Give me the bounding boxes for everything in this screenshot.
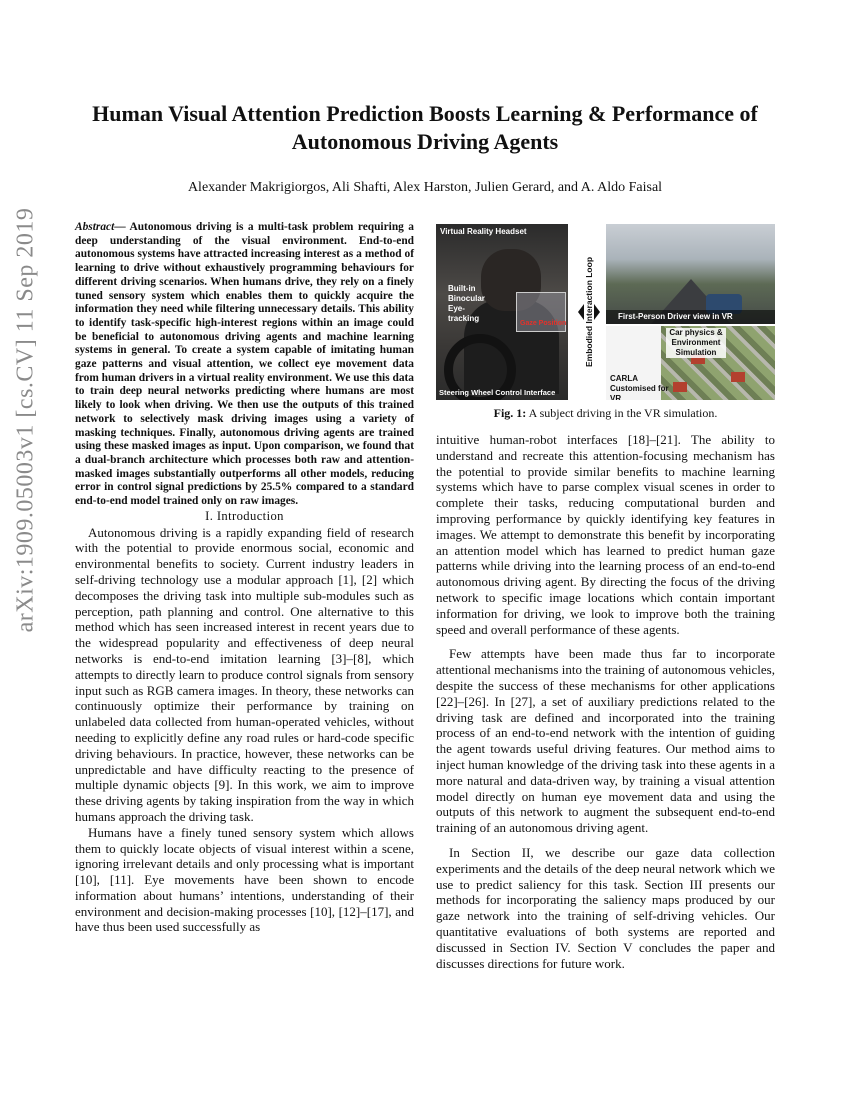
map-roof [673, 382, 687, 392]
vr-subject-photo [436, 224, 568, 400]
abstract-label: Abstract [75, 221, 115, 233]
label-steering: Steering Wheel Control Interface [439, 388, 556, 397]
right-column [436, 432, 775, 971]
label-eye-tracking: Built-in Binocular Eye-tracking [448, 284, 485, 323]
arxiv-sidebar [6, 60, 46, 780]
interaction-loop [576, 246, 602, 378]
intro-paragraph-1: Autonomous driving is a rapidly expanding field of research with the potential to provide enormous social, economic and environmental benefits to society. Current industry leaders in self-driving technology use a modular approach [1], [2] which decomposes the driving task into multiple sub-modules such as perception, path planning and control. One alternative to this method which has seen increased interest in recent years due to the widespread popularity and effectiveness of deep neural networks is end-to-end imitation learning [3]–[8], which attempts to directly learn to produce control signals from sensory input such as RGB camera images. In theory, these networks can continuously optimize their performance by training on unlabeled data collected from human-operated vehicles, without needing to explicitly define any road rules or hard-code specific driving behaviours. In practice, however, these networks can be unpredictable and have difficulty reacting to the presence of multiple dynamic objects [9]. In this work, we aim to improve these driving agents by taking inspiration from the way in which humans approach the driving task. [75, 524, 414, 824]
label-driver-view: First-Person Driver view in VR [618, 312, 733, 321]
right-paragraph-3: In Section II, we describe our gaze data collection experiments and the details of the deep neural network which we use to predict saliency for this task. Section III presents our methods for incorporating the saliency maps produced by our gaze network into the training of self-driving vehicles. Our quantitative evaluations of both systems are reported and discussed in Section IV. Section V concludes the paper and discusses directions for future work. [436, 844, 775, 971]
label-physics: Car physics & Environment Simulation [666, 328, 726, 358]
label-gaze-position: Gaze Position [520, 320, 567, 327]
arxiv-identifier: arXiv:1909.05003v1 [cs.CV] 11 Sep 2019 [12, 207, 39, 633]
author-list: Alexander Makrigiorgos, Ali Shafti, Alex Harston, Julien Gerard, and A. Aldo Faisal [187, 180, 663, 195]
figure-1 [436, 224, 775, 400]
left-column [75, 221, 414, 935]
label-vr-headset: Virtual Reality Headset [440, 227, 527, 236]
section-heading-introduction: I. Introduction [205, 508, 284, 523]
label-embodied-loop: Embodied Interaction Loop [584, 256, 594, 368]
label-carla: CARLA Customised for VR [610, 374, 669, 400]
abstract-text: — Autonomous driving is a multi-task problem requiring a deep understanding of the visual environment. End-to-end autonomous systems have attracted increasing interest as a method of learning to drive without exhaustively programming behaviours for different driving scenarios. When humans drive, they rely on a finely tuned sensory system which enables them to quickly acquire the information they need while filtering unnecessary details. This ability to identify task-specific high-interest regions within an image could be beneficial to autonomous driving agents and machine learning systems in general. To create a system capable of imitating human gaze patterns and visual attention, we collect eye movement data from human drivers in a virtual reality environment. We use this data to train deep neural networks predicting where humans are most likely to look when driving. We then use the outputs of this trained network to selectively mask driving images using a variety of masking techniques. Finally, autonomous driving agents are trained using these masked images as input. Upon comparison, we found that a dual-branch architecture which processes both raw and attention-masked images substantially outperforms all other models, reducing error in control signal predictions by 25.5% compared to a standard end-to-end model trained only on raw images. [75, 221, 414, 508]
abstract [75, 221, 414, 509]
right-paragraph-1: intuitive human-robot interfaces [18]–[21]. The ability to understand and recreate this attention-focusing mechanism has the potential to provide similar benefits to machine learning systems which have to parse complex visual scenes in order to complete their tasks, reducing computational burden and improving performance by quickly identifying key features in images. We attempt to demonstrate this benefit by incorporating an attention model which has learned to predict human gaze patterns while driving into the learning process of an end-to-end autonomous driving agent. By directing the focus of the driving network to specific image locations which contain important information for driving, we look to improve both the training speed and overall performance of these agents. [436, 432, 775, 637]
right-paragraph-2: Few attempts have been made thus far to incorporate attentional mechanisms into the training of autonomous vehicles, despite the success of these mechanisms for other applications [22]–[26]. In [27], a set of auxiliary predictions related to the driving task are defined and incorporated into the training process of an end-to-end network with the intention of guiding the agent towards useful driving features. Our method aims to inject human knowledge of the driving task into these agents in a more natural and data-driven way, by training a visual attention model directly on human eye movement data and using the outputs of this network to augment the subsequent end-to-end training of an autonomous driving agent. [436, 646, 775, 836]
driver-view-screenshot [606, 224, 775, 324]
paper-title: Human Visual Attention Prediction Boosts Learning & Performance of Autonomous Driving Agents [92, 101, 758, 154]
carla-simulation [606, 326, 775, 400]
figure-caption-text: A subject driving in the VR simulation. [526, 406, 718, 420]
intro-paragraph-2: Humans have a finely tuned sensory system which allows them to quickly locate objects of visual interest within a scene, ignoring irrelevant details and only processing what is important [10], [11]. Eye movements have been shown to encode information about humans’ intentions, understanding of their environment and decision-making processes [10], [12]–[17], and have thus been used successfully as [75, 824, 414, 935]
map-roof [731, 372, 745, 382]
figure-caption [436, 406, 775, 421]
figure-caption-label: Fig. 1: [493, 406, 527, 420]
